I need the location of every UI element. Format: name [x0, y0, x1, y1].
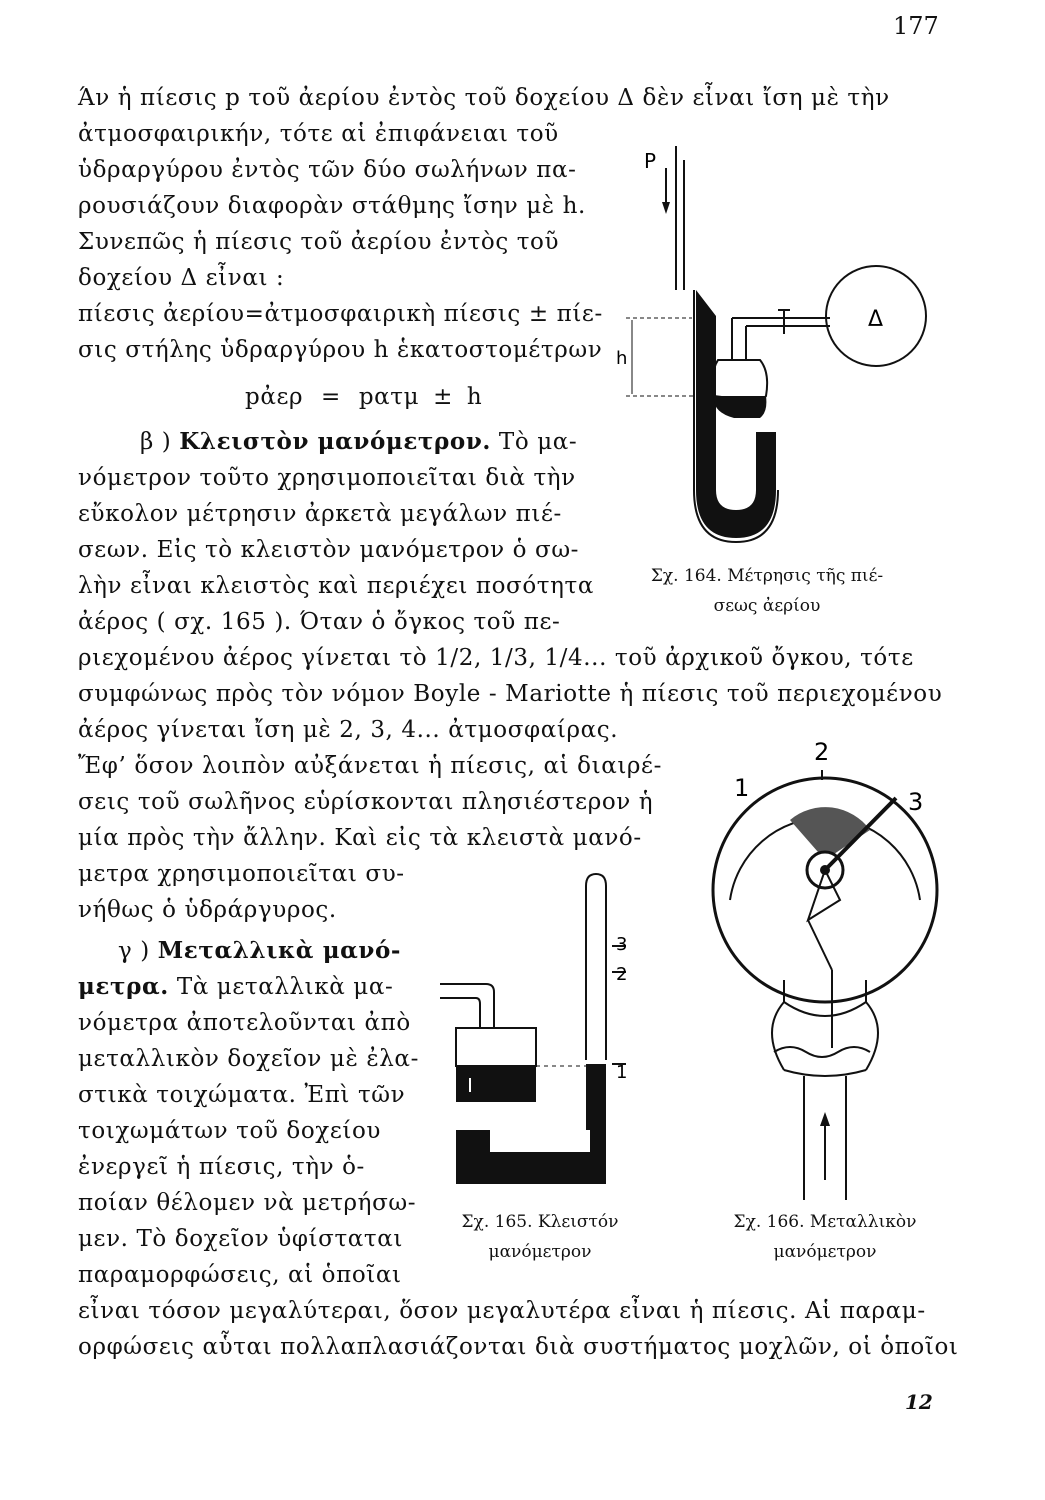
text-line: μετρα χρησιμοποιεῖται συ-: [78, 861, 405, 887]
text-line: ποίαν θέλομεν νὰ μετρήσω-: [78, 1190, 417, 1216]
inlet-pipe-bottom: [440, 998, 480, 1028]
closed-manometer-heading: Κλειστὸν μανόμετρον.: [179, 428, 491, 455]
text-line: Συνεπῶς ἡ πίεσις τοῦ ἀερίου ἐντὸς τοῦ: [78, 229, 560, 255]
text-line: ορφώσεις αὗται πολλαπλασιάζονται διὰ συστήματος μοχλῶν, οἱ ὁποῖοι: [78, 1334, 959, 1360]
inflow-arrowhead: [820, 1112, 830, 1126]
label-delta: Δ: [868, 307, 884, 332]
text-line: δοχείου Δ εἶναι :: [78, 265, 285, 291]
fig164-diagram: [600, 140, 940, 580]
beta-label: β ): [140, 429, 180, 455]
label-h: h: [616, 348, 628, 369]
text-line: ριεχομένου ἀέρος γίνεται τὸ 1/2, 1/3, 1/4... τοῦ ἀρχικοῦ ὄγκου, τότε: [78, 645, 914, 671]
text-line: σεις τοῦ σωλῆνος εὑρίσκονται πλησιέστερον ἡ: [78, 789, 654, 815]
text-line: ἀέρος γίνεται ἴση μὲ 2, 3, 4... ἀτμοσφαίρας.: [78, 717, 619, 743]
bulb: [713, 360, 767, 402]
fig166-caption-2: μανόμετρον: [773, 1242, 877, 1262]
text-line: [140, 428, 577, 456]
text-line: [118, 937, 401, 965]
text-line: ρουσιάζουν διαφορὰν στάθμης ἴσην μὲ h.: [78, 193, 586, 219]
mark-3: 3: [908, 788, 924, 816]
formula-h: h: [466, 384, 483, 410]
text-line: μία πρὸς τὴν ἄλλην. Καὶ εἰς τὰ κλειστὰ μανό-: [78, 825, 642, 851]
label-p: P: [644, 149, 657, 173]
metal-manometer-heading: Μεταλλικὰ μανό-: [157, 937, 402, 964]
fig164-caption-2: σεως ἀερίου: [713, 596, 821, 616]
text-line: μεταλλικὸν δοχεῖον μὲ ἐλα-: [78, 1046, 419, 1072]
text-line: σεων. Εἰς τὸ κλειστὸν μανόμετρον ὁ σω-: [78, 537, 580, 563]
text-line: Άν ἡ πίεσις p τοῦ ἀερίου ἐντὸς τοῦ δοχείου Δ δὲν εἶναι ἴση μὲ τὴν: [78, 85, 890, 111]
fig165-caption-2: μανόμετρον: [488, 1242, 592, 1262]
pressure-arrowhead: [662, 202, 670, 214]
link-rod: [808, 920, 832, 970]
formula-p-aer: pἀερ: [245, 384, 304, 410]
text-line: εἶναι τόσον μεγαλύτεραι, ὅσον μεγαλυτέρα εἶναι ἡ πίεσις. Αἱ παραμ-: [78, 1298, 926, 1324]
page-number: 177: [893, 12, 939, 40]
text-line: πίεσις ἀερίου=ἀτμοσφαιρικὴ πίεσις ± πίε-: [78, 301, 603, 327]
fig166-diagram: [700, 730, 960, 1210]
text-line: ἐνεργεῖ ἡ πίεσις, τὴν ὁ-: [78, 1154, 365, 1180]
text-line: λὴν εἶναι κλειστὸς καὶ περιέχει ποσότητα: [78, 573, 594, 599]
mark-3: 3: [616, 934, 628, 955]
mercury-bulb: [714, 396, 767, 418]
fig165-diagram: [440, 860, 660, 1200]
mark-1: 1: [616, 1062, 628, 1083]
formula-equals: =: [321, 384, 341, 410]
mark-2: 2: [814, 738, 830, 766]
text-line: σις στήλης ὑδραργύρου h ἑκατοστομέτρων: [78, 337, 603, 363]
text-line: μεν. Τὸ δοχεῖον ὑφίσταται: [78, 1226, 404, 1252]
formula: [245, 383, 482, 411]
text-line: τοιχωμάτων τοῦ δοχείου: [78, 1118, 381, 1144]
formula-p-atm: pατμ: [358, 384, 420, 410]
text-line: ἀέρος ( σχ. 165 ). Όταν ὁ ὄγκος τοῦ πε-: [78, 609, 561, 635]
text-span: Τὰ μεταλλικὰ μα-: [168, 974, 394, 1000]
mercury-left: [456, 1066, 536, 1102]
formula-plusminus: ±: [433, 384, 453, 410]
left-vessel-top: [456, 1028, 536, 1066]
text-line: εὔκολον μέτρησιν ἀρκετὰ μεγάλων πιέ-: [78, 501, 562, 527]
u-gap: [490, 1130, 590, 1152]
closed-tube: [586, 874, 606, 1060]
mark-1: 1: [734, 774, 750, 802]
beta-tail: Τὸ μα-: [491, 429, 578, 455]
text-line: Ἔφ’ ὅσον λοιπὸν αὐξάνεται ἡ πίεσις, αἱ διαιρέ-: [78, 753, 662, 779]
fig165-caption-1: Σχ. 165. Κλειστόν: [461, 1212, 619, 1232]
text-line: ἀτμοσφαιρικήν, τότε αἱ ἐπιφάνειαι τοῦ: [78, 121, 559, 147]
text-line: νόμετρον τοῦτο χρησιμοποιεῖται διὰ τὴν: [78, 465, 576, 491]
diaphragm-chamber: [772, 1002, 878, 1076]
inlet-pipe-top: [440, 984, 494, 1028]
fig166-caption-1: Σχ. 166. Μεταλλικὸν: [733, 1212, 917, 1232]
text-line: [78, 973, 393, 1001]
text-line: νόμετρα ἀποτελοῦνται ἀπὸ: [78, 1010, 411, 1036]
text-line: ὑδραργύρου ἐντὸς τῶν δύο σωλήνων πα-: [78, 157, 577, 183]
mark-2: 2: [616, 964, 628, 985]
diaphragm: [774, 1047, 870, 1057]
text-line: στικὰ τοιχώματα. Ἐπὶ τῶν: [78, 1082, 406, 1108]
text-line: παραμορφώσεις, αἱ ὁποῖαι: [78, 1262, 402, 1288]
text-line: νήθως ὁ ὑδράργυρος.: [78, 897, 337, 923]
metal-manometer-heading-cont: μετρα.: [78, 973, 169, 1000]
fig164-caption-1: Σχ. 164. Μέτρησις τῆς πιέ-: [650, 566, 884, 586]
text-line: συμφώνως πρὸς τὸν νόμον Boyle - Mariotte ἡ πίεσις τοῦ περιεχομένου: [78, 681, 943, 707]
gamma-label: γ ): [118, 938, 158, 964]
footer-page-number: 12: [905, 1390, 933, 1414]
